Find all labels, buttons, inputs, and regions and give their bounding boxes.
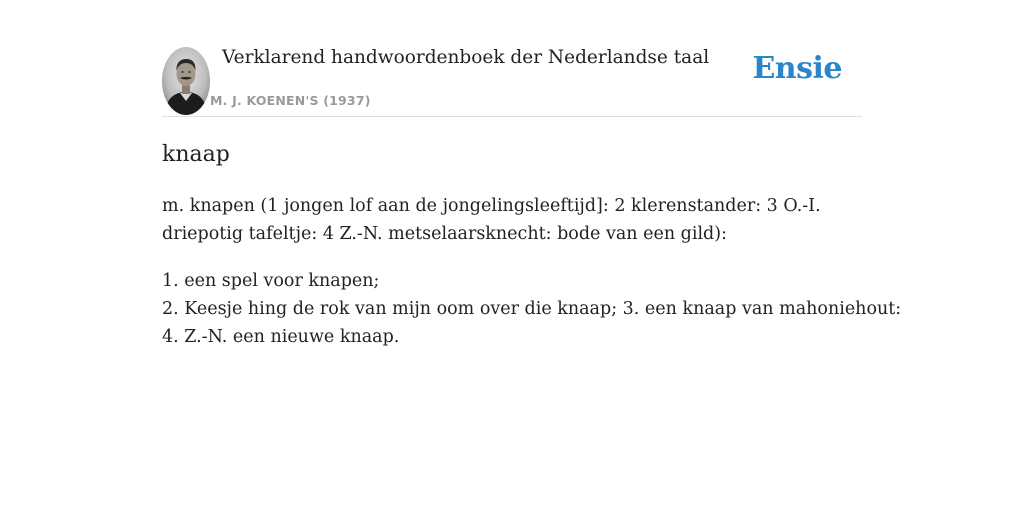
page-header xyxy=(162,0,862,117)
example-line: 1. een spel voor knapen; xyxy=(162,271,380,291)
entry-examples xyxy=(162,267,902,351)
dictionary-author-year: M. J. KOENEN'S (1937) xyxy=(210,93,371,108)
author-portrait-icon xyxy=(162,47,210,115)
example-line: 4. Z.-N. een nieuwe knaap. xyxy=(162,327,400,347)
dictionary-title: Verklarend handwoordenboek der Nederlandse taal xyxy=(222,47,710,68)
dictionary-page xyxy=(162,0,902,512)
entry-headword: knaap xyxy=(162,142,230,167)
entry-definition: m. knapen (1 jongen lof aan de jongelingsleeftijd]: 2 klerenstander: 3 O.-I. driepotig tafeltje: 4 Z.-N. metselaarsknecht: bode van een gild): xyxy=(162,196,821,244)
example-line: 2. Keesje hing de rok van mijn oom over die knaap; 3. een knaap van mahoniehout: xyxy=(162,299,902,319)
ensie-logo-link[interactable]: Ensie xyxy=(752,51,842,86)
